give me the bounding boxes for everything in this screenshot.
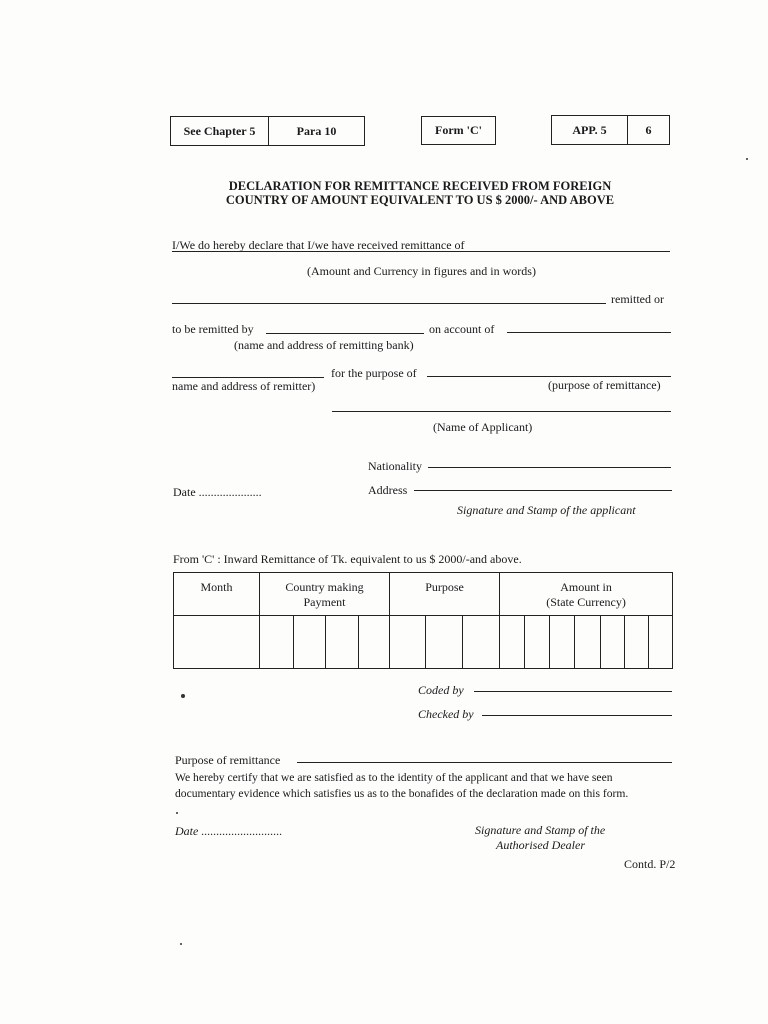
coded-by-line[interactable] xyxy=(474,691,672,692)
for-purpose-of-label: for the purpose of xyxy=(331,366,417,380)
certification-text-line-2: documentary evidence which satisfies us as to the bonafides of the declaration made on this form. xyxy=(175,787,629,800)
remitted-or-label: remitted or xyxy=(611,292,664,306)
amount-words-line[interactable] xyxy=(172,303,606,304)
purpose-cell[interactable] xyxy=(463,616,500,669)
amount-header: Amount in (State Currency) xyxy=(500,573,673,616)
purpose-cell[interactable] xyxy=(426,616,463,669)
purpose-of-remittance-line[interactable] xyxy=(297,762,672,763)
bank-caption: (name and address of remitting bank) xyxy=(234,338,414,352)
inward-remittance-table xyxy=(173,572,673,669)
title-line-1: DECLARATION FOR REMITTANCE RECEIVED FROM FOREIGN xyxy=(228,179,612,193)
country-cell[interactable] xyxy=(294,616,326,669)
scan-speck xyxy=(181,694,185,698)
scan-speck xyxy=(180,943,182,945)
form-box xyxy=(421,116,496,145)
purpose-of-remittance-label: Purpose of remittance xyxy=(175,753,281,767)
checked-by-line[interactable] xyxy=(482,715,672,716)
coded-by-label: Coded by xyxy=(418,683,464,697)
applicant-name-line[interactable] xyxy=(332,411,671,412)
app-page-number: 6 xyxy=(627,116,669,144)
amount-field-line[interactable] xyxy=(172,251,670,252)
continued-note: Contd. P/2 xyxy=(624,857,676,871)
applicant-caption: (Name of Applicant) xyxy=(433,420,533,434)
purpose-line[interactable] xyxy=(427,376,671,377)
dealer-date: Date ........................... xyxy=(175,824,283,838)
inward-remittance-caption: From 'C' : Inward Remittance of Tk. equivalent to us $ 2000/-and above. xyxy=(173,552,522,566)
certification-text-line-1: We hereby certify that we are satisfied as to the identity of the applicant and that we have seen xyxy=(175,771,613,784)
address-label: Address xyxy=(368,483,408,497)
amount-cell[interactable] xyxy=(500,616,525,669)
on-account-of-label: on account of xyxy=(429,322,495,336)
para-label: Para 10 xyxy=(268,117,364,145)
dealer-signature-line-1: Signature and Stamp of the xyxy=(475,823,606,837)
amount-cell[interactable] xyxy=(625,616,649,669)
to-be-remitted-by-label: to be remitted by xyxy=(172,322,254,336)
country-cell[interactable] xyxy=(326,616,359,669)
month-cell[interactable] xyxy=(174,616,260,669)
purpose-caption: (purpose of remittance) xyxy=(548,378,661,392)
country-cell[interactable] xyxy=(260,616,294,669)
app-box xyxy=(551,115,670,145)
nationality-label: Nationality xyxy=(368,459,422,473)
address-line[interactable] xyxy=(414,490,672,491)
remitting-bank-line[interactable] xyxy=(266,333,424,334)
on-account-of-line[interactable] xyxy=(507,332,671,333)
amount-cell[interactable] xyxy=(525,616,550,669)
checked-by-label: Checked by xyxy=(418,707,474,721)
applicant-signature-caption: Signature and Stamp of the applicant xyxy=(457,503,636,517)
app-label: APP. 5 xyxy=(572,122,607,137)
table-header-row xyxy=(174,573,673,616)
amount-cell[interactable] xyxy=(649,616,673,669)
amount-cell[interactable] xyxy=(601,616,625,669)
amount-cell[interactable] xyxy=(550,616,575,669)
dealer-signature-line-2: Authorised Dealer xyxy=(496,838,585,852)
country-cell[interactable] xyxy=(359,616,390,669)
month-header: Month xyxy=(174,573,260,616)
chapter-para-box xyxy=(170,116,365,146)
scan-speck xyxy=(746,158,748,160)
chapter-label: See Chapter 5 xyxy=(183,123,256,138)
remitter-caption: name and address of remitter) xyxy=(172,379,316,393)
declaration-intro: I/We do hereby declare that I/we have received remittance of xyxy=(172,238,465,252)
scan-speck xyxy=(176,812,178,814)
amount-cell[interactable] xyxy=(575,616,601,669)
applicant-date: Date ..................... xyxy=(173,485,262,499)
amount-caption: (Amount and Currency in figures and in words) xyxy=(307,264,536,278)
table-row[interactable] xyxy=(174,616,673,669)
country-header: Country making Payment xyxy=(260,573,390,616)
nationality-line[interactable] xyxy=(428,467,671,468)
title-line-2: COUNTRY OF AMOUNT EQUIVALENT TO US $ 2000/- AND ABOVE xyxy=(225,193,615,207)
purpose-cell[interactable] xyxy=(390,616,426,669)
form-label: Form 'C' xyxy=(435,123,482,137)
remitter-line[interactable] xyxy=(172,377,324,378)
purpose-header: Purpose xyxy=(390,573,500,616)
